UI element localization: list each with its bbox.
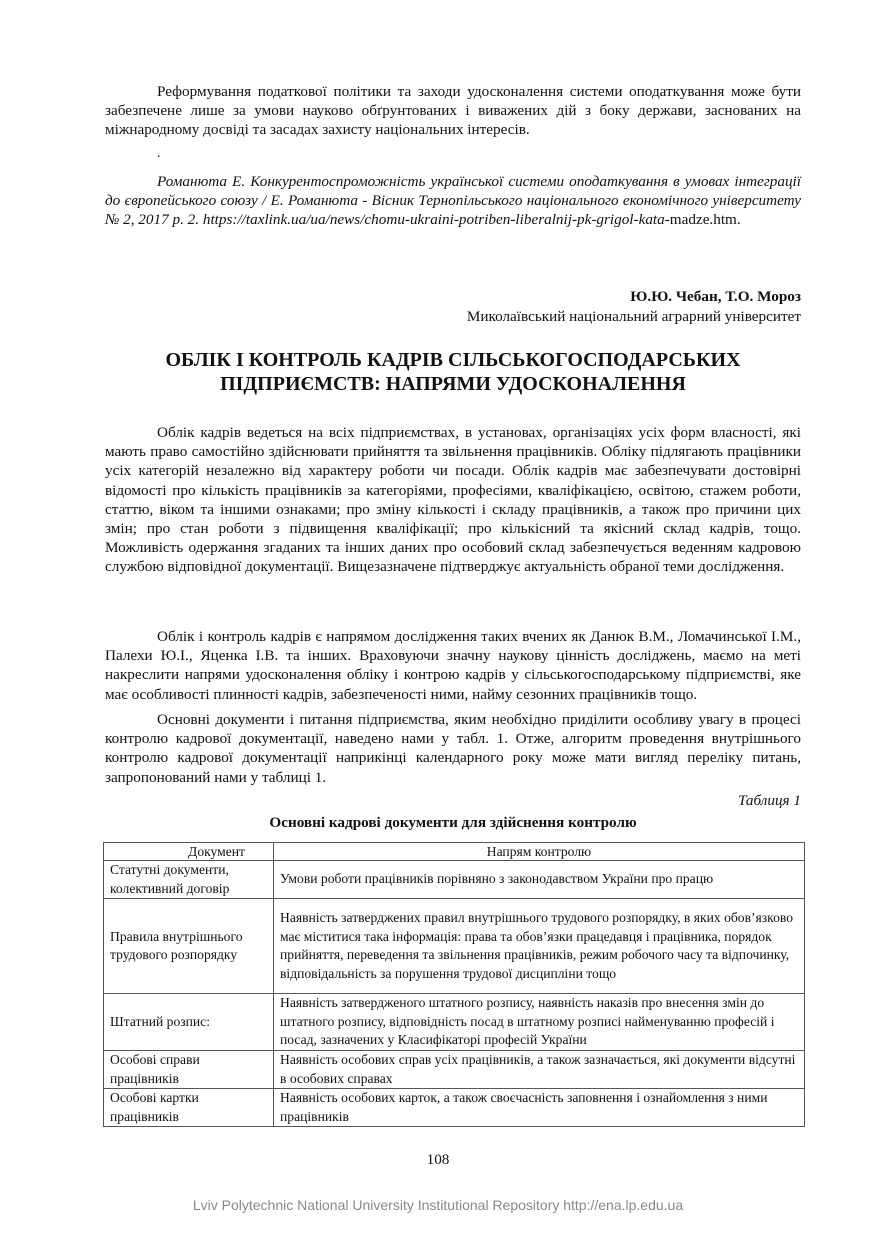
table-cell-document: Штатний розпис: (104, 994, 274, 1051)
reference-italic-text: Романюта Е. Конкурентоспроможність української системи оподаткування в умовах інтеграції до європейського союзу / Е. Романюта - Вісник Тернопільського національного економічного університету № 2, 2017 р. 2. https://taxlink.ua/ua/news/chomu-ukraini-potriben-liberalnij-pk-grigol-kata (105, 173, 801, 229)
table-header-control-direction: Напрям контролю (274, 843, 805, 861)
body-paragraph-2: Облік і контроль кадрів є напрямом дослідження таких вчених як Данюк В.М., Ломачинської І.М., Палехи Ю.І., Яценка І.В. та інших. Враховуючи значну наукову цінність досліджень, маємо на меті накреслити напрями удосконалення обліку і контрою кадрів у сільськогосподарському підприємстві, яке має особливості плинності кадрів, забезпеченості ними, найму сезонних працівників тощо. (105, 628, 801, 703)
article-title (105, 348, 801, 396)
table-title: Основні кадрові документи для здійснення контролю (269, 814, 637, 831)
table-cell-control-direction: Наявність затверджених правил внутрішнього трудового розпорядку, в яких обов’язково має міститися така інформація: права та обов’язки працедавця і працівника, порядок прийняття, переведення та звільнення працівників, режим робочого часу та відпочинку, відповідальність за порушення трудової дисципліни тощо (274, 899, 805, 994)
table-cell-control-direction: Наявність особових карток, а також своєчасність заповнення і ознайомлення з ними працівників (274, 1089, 805, 1127)
reference-entry (105, 172, 801, 230)
article-authors: Ю.Ю. Чебан, Т.О. Мороз (630, 288, 801, 305)
article-title-line-2: ПІДПРИЄМСТВ: НАПРЯМИ УДОСКОНАЛЕННЯ (220, 373, 686, 395)
body-paragraph-1: Облік кадрів ведеться на всіх підприємствах, в установах, організаціях усіх форм власності, які мають право самостійно здійснювати прийняття та звільнення працівників. Обліку підлягають працівники усіх категорій незалежно від характеру роботи чи посади. Облік кадрів має забезпечувати достовірні відомості про кількість працівників за категоріями, професіями, кваліфікацією, освітою, стажем роботи, статтю, віком та іншими ознаками; про зміну кількості і складу працівників, а також про причини цих змін; про стан роботи з підвищення кваліфікації; про кількісний та якісний склад кадрів, тощо. Можливість одержання згаданих та інших даних про особовий склад забезпечується веденням кадровою службою відповідної документації. Вищезазначене підтверджує актуальність обраної теми дослідження. (105, 424, 801, 576)
control-documents-table (103, 842, 805, 1127)
table-row (104, 1050, 805, 1088)
body-paragraph-3: Основні документи і питання підприємства, яким необхідно приділити особливу увагу в процесі контролю кадрової документації, наведено нами у табл. 1. Отже, алгоритм проведення внутрішнього контролю кадрової документації наприкінці календарного року може мати вигляд переліку питань, запропонований нами у таблиці 1. (105, 711, 801, 786)
table-row (104, 1089, 805, 1127)
table-cell-document: Особові картки працівників (104, 1089, 274, 1127)
table-cell-control-direction: Умови роботи працівників порівняно з законодавством України про працю (274, 861, 805, 899)
table-cell-document: Особові справи працівників (104, 1050, 274, 1088)
reference-plain-suffix: -madze.htm. (664, 211, 741, 229)
table-row (104, 994, 805, 1051)
page-number: 108 (426, 1151, 450, 1168)
table-cell-document: Правила внутрішнього трудового розпорядку (104, 899, 274, 994)
table-header-document: Документ (104, 843, 274, 861)
table-header-row (104, 843, 805, 861)
table-row (104, 861, 805, 899)
intro-paragraph: Реформування податкової політики та заходи удосконалення системи оподаткування може бути забезпечене лише за умови науково обґрунтованих і виважених дій з боку держави, заснованих на міжнародному досвіді та засадах захисту національних інтересів. (105, 83, 801, 139)
table-cell-control-direction: Наявність затвердженого штатного розпису, наявність наказів про внесення змін до штатного розпису, відповідність посад в штатному розписі найменуванню професій і посад, зазначених у Класифікаторі професій України (274, 994, 805, 1051)
table-row (104, 899, 805, 994)
table-cell-document: Статутні документи, колективний договір (104, 861, 274, 899)
article-affiliation: Миколаївський національний аграрний університет (466, 308, 801, 325)
stray-dot: . (157, 146, 161, 161)
table-cell-control-direction: Наявність особових справ усіх працівників, а також зазначається, які документи відсутні в особових справах (274, 1050, 805, 1088)
table-number-label: Таблиця 1 (737, 792, 801, 809)
article-title-line-1: ОБЛІК І КОНТРОЛЬ КАДРІВ СІЛЬСЬКОГОСПОДАРСЬКИХ (165, 349, 741, 371)
repository-footer: Lviv Polytechnic National University Institutional Repository http://ena.lp.edu.ua (192, 1197, 684, 1213)
